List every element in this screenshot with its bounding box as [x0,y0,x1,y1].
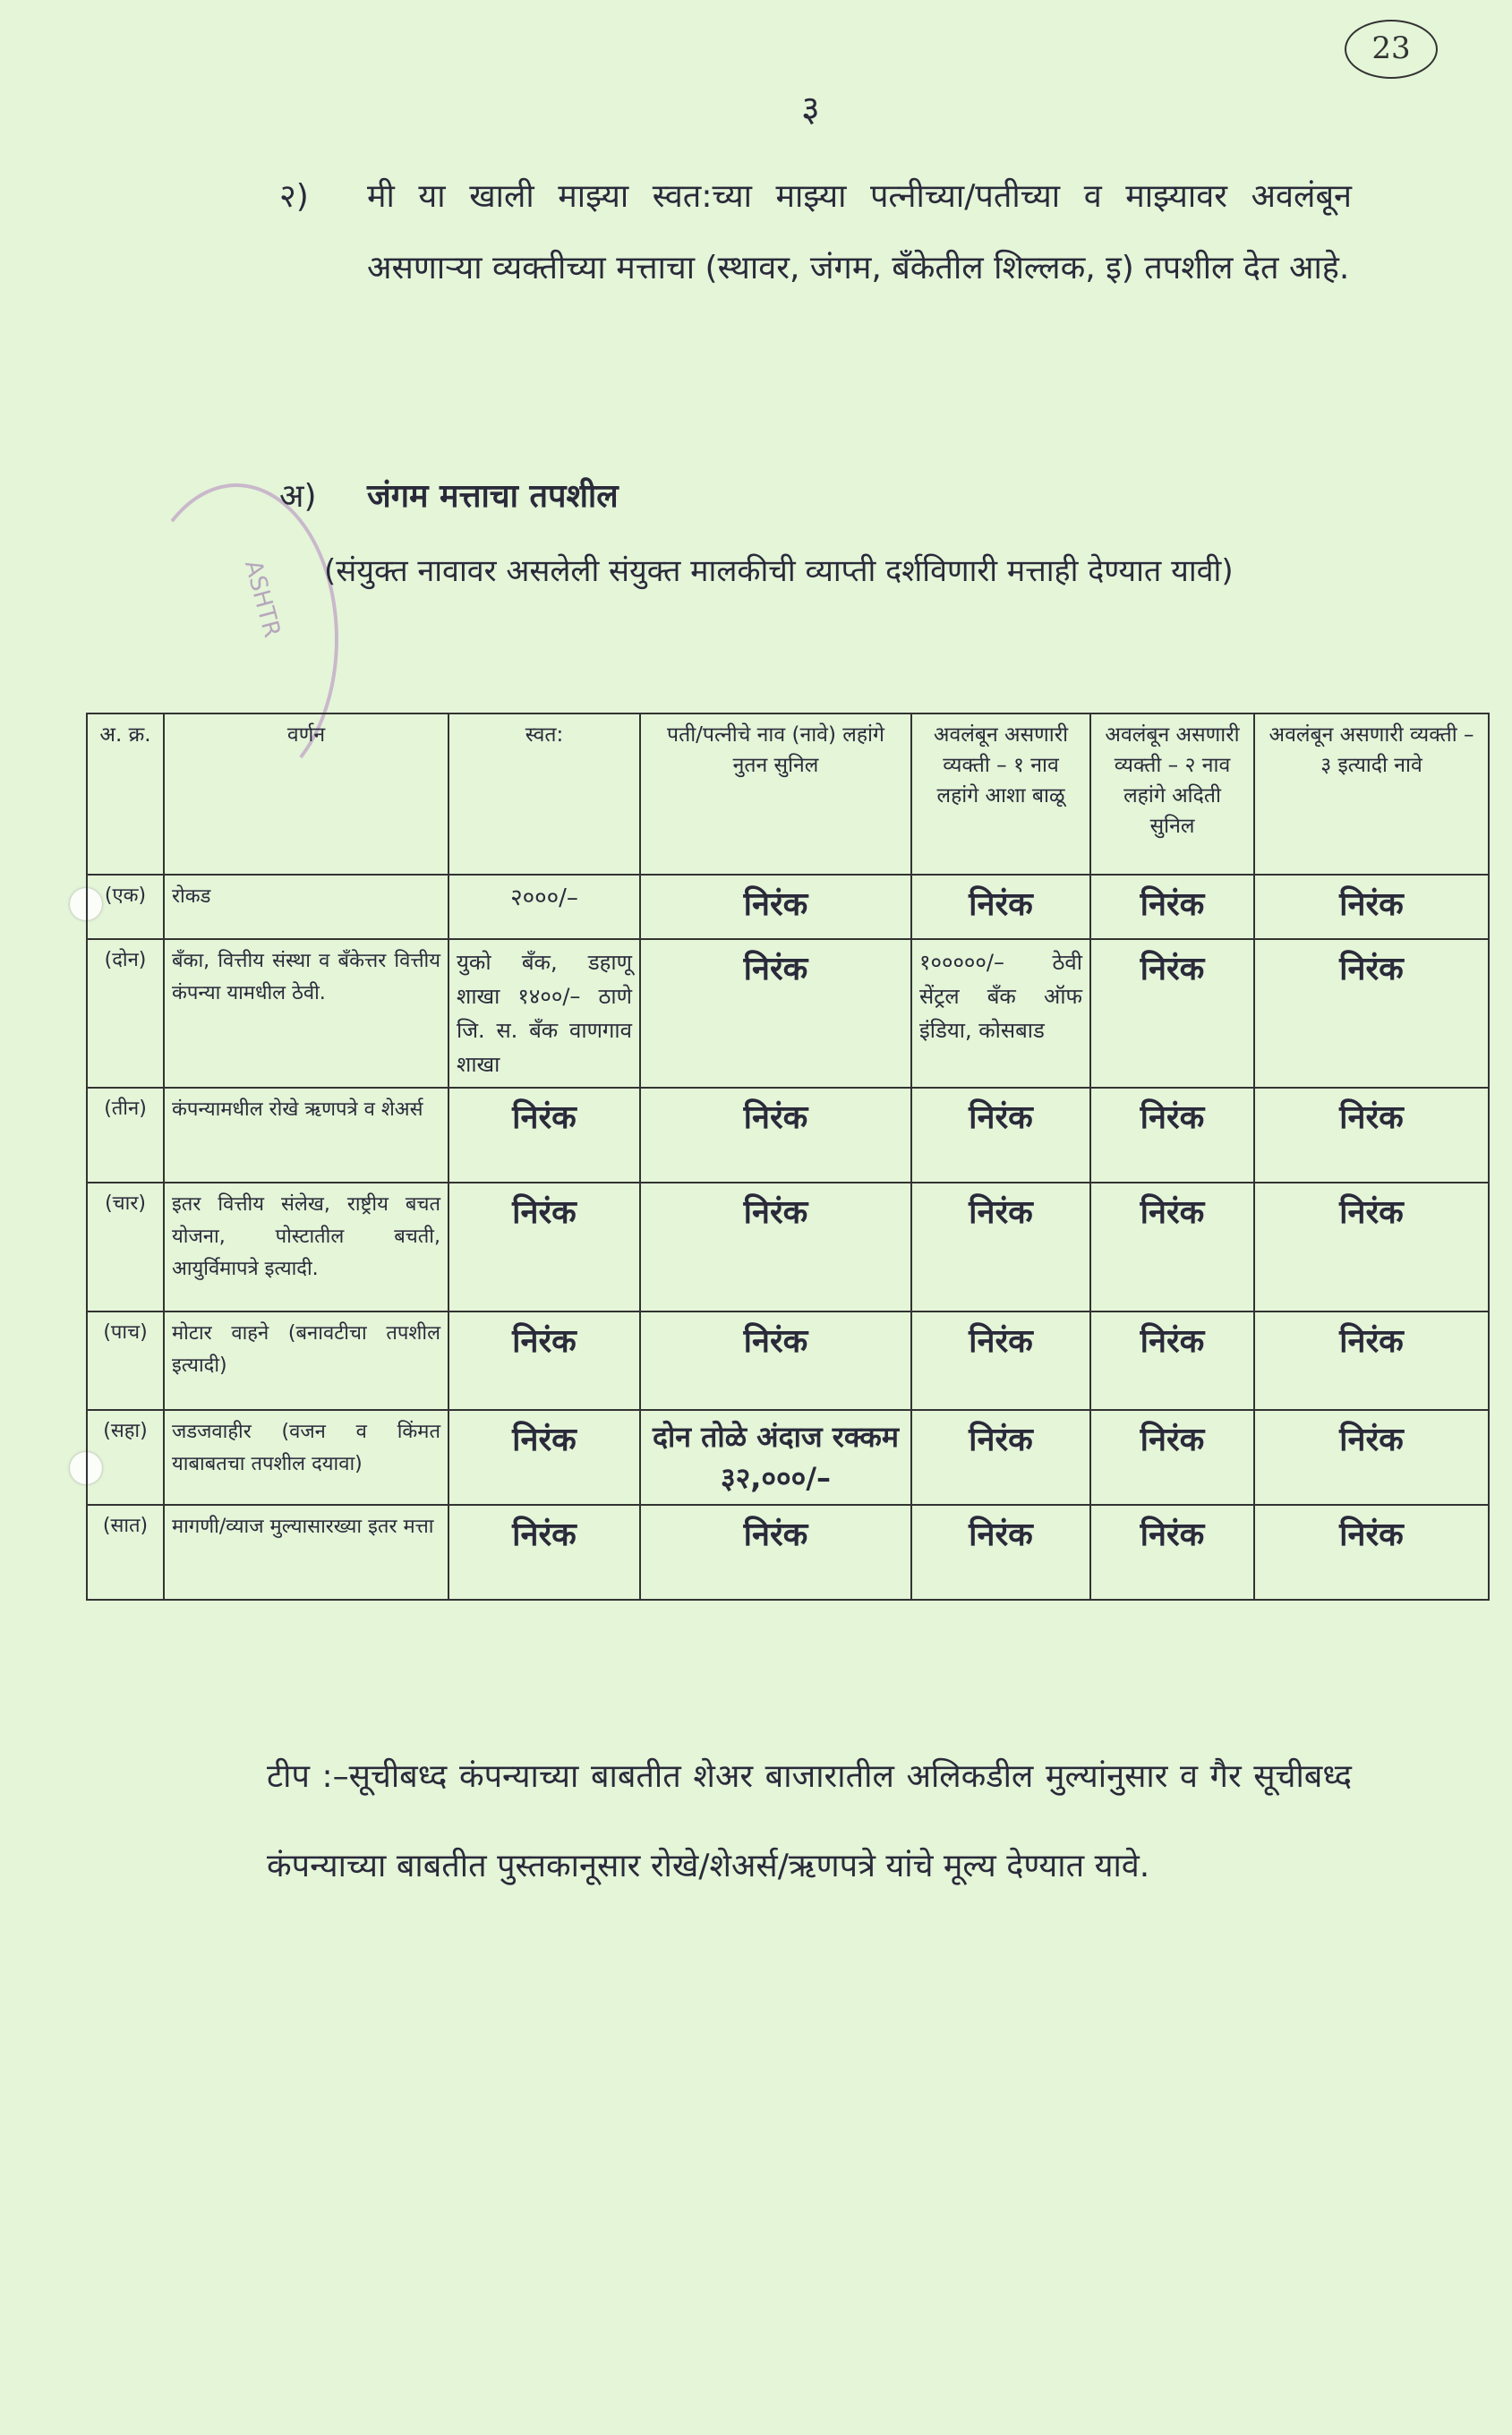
cell-dependent-1: निरंक [911,1505,1090,1600]
cell-spouse: निरंक [640,875,911,939]
cell-dependent-3: निरंक [1254,1505,1489,1600]
para-number: २) [279,178,309,215]
cell-self: निरंक [448,1088,640,1183]
header-dependent-1: अवलंबून असणारी व्यक्ती – १ नाव लहांगे आशा बाळू [911,713,1090,875]
footnote: टीप :–सूचीबध्द कंपन्याच्या बाबतीत शेअर बाजारातील अलिकडील मुल्यांनुसार व गैर सूचीबध्द कंपन्याच्या बाबतीत पुस्तकानूसार रोखे/शेअर्स/ऋणपत्रे यांचे मूल्य देण्यात यावे. [267,1758,1352,1884]
row-description: मोटार वाहने (बनावटीचा तपशील इत्यादी) [164,1311,448,1410]
section-subheading: (संयुक्त नावावर असलेली संयुक्त मालकीची व्याप्ती दर्शविणारी मत्ताही देण्यात यावी) [324,553,1234,589]
cell-dependent-3: निरंक [1254,1311,1489,1410]
cell-dependent-2: निरंक [1090,1088,1254,1183]
cell-dependent-2: निरंक [1090,875,1254,939]
page-number: ३ [801,89,820,130]
row-description: मागणी/व्याज मुल्यासारख्या इतर मत्ता [164,1505,448,1600]
cell-dependent-3: निरंक [1254,875,1489,939]
movable-assets-table [86,713,1490,1601]
stamp-text: ASHTR [239,557,286,641]
table-header-row [87,713,1489,875]
header-description: वर्णन [164,713,448,875]
cell-spouse: निरंक [640,1505,911,1600]
cell-self: निरंक [448,1505,640,1600]
row-number: (तीन) [87,1088,164,1183]
table-row [87,1505,1489,1600]
cell-spouse: निरंक [640,1088,911,1183]
row-description: रोकड [164,875,448,939]
cell-self: निरंक [448,1410,640,1505]
cell-spouse: निरंक [640,1311,911,1410]
header-spouse: पती/पत्नीचे नाव (नावे) लहांगे नुतन सुनिल [640,713,911,875]
row-number: (दोन) [87,939,164,1088]
header-dependent-3: अवलंबून असणारी व्यक्ती – ३ इत्यादी नावे [1254,713,1489,875]
row-number: (सात) [87,1505,164,1600]
cell-self: निरंक [448,1311,640,1410]
table-row [87,1088,1489,1183]
table-row [87,1410,1489,1505]
section-number: अ) [279,478,317,515]
row-number: (एक) [87,875,164,939]
cell-self: युको बँक, डहाणू शाखा १४००/– ठाणे जि. स. बँक वाणगाव शाखा [448,939,640,1088]
cell-dependent-1: १०००००/– ठेवी सेंट्रल बँक ऑफ इंडिया, कोसबाड [911,939,1090,1088]
cell-dependent-1: निरंक [911,1410,1090,1505]
cell-self: २०००/– [448,875,640,939]
cell-spouse: निरंक [640,1183,911,1311]
header-self: स्वत: [448,713,640,875]
cell-dependent-1: निरंक [911,875,1090,939]
cell-dependent-2: निरंक [1090,1311,1254,1410]
cell-spouse: निरंक [640,939,911,1088]
cell-dependent-1: निरंक [911,1311,1090,1410]
cell-dependent-3: निरंक [1254,939,1489,1088]
cell-spouse: दोन तोळे अंदाज रक्कम ३२,०००/– [640,1410,911,1505]
cell-dependent-2: निरंक [1090,939,1254,1088]
cell-dependent-3: निरंक [1254,1410,1489,1505]
table-row [87,939,1489,1088]
cell-dependent-2: निरंक [1090,1410,1254,1505]
table-row [87,875,1489,939]
section-heading: जंगम मत्ताचा तपशील [367,478,619,515]
row-number: (सहा) [87,1410,164,1505]
cell-dependent-1: निरंक [911,1088,1090,1183]
header-dependent-2: अवलंबून असणारी व्यक्ती – २ नाव लहांगे अदिती सुनिल [1090,713,1254,875]
cell-dependent-2: निरंक [1090,1183,1254,1311]
row-number: (चार) [87,1183,164,1311]
table-row [87,1183,1489,1311]
row-description: कंपन्यामधील रोखे ऋणपत्रे व शेअर्स [164,1088,448,1183]
header-serial: अ. क्र. [87,713,164,875]
cell-dependent-3: निरंक [1254,1088,1489,1183]
row-description: बँका, वित्तीय संस्था व बँकेत्तर वित्तीय कंपन्या यामधील ठेवी. [164,939,448,1088]
row-description: जडजवाहीर (वजन व किंमत याबाबतचा तपशील दयावा) [164,1410,448,1505]
declaration-paragraph: मी या खाली माझ्या स्वत:च्या माझ्या पत्नीच्या/पतीच्या व माझ्यावर अवलंबून असणाऱ्या व्यक्तीच्या मत्ताचा (स्थावर, जंगम, बँकेतील शिल्लक, इ) तपशील देत आहे. [367,178,1352,286]
cell-dependent-1: निरंक [911,1183,1090,1311]
cell-dependent-2: निरंक [1090,1505,1254,1600]
row-description: इतर वित्तीय संलेख, राष्ट्रीय बचत योजना, पोस्टातील बचती, आयुर्विमापत्रे इत्यादी. [164,1183,448,1311]
file-mark: 23 [1345,20,1438,79]
row-number: (पाच) [87,1311,164,1410]
cell-dependent-3: निरंक [1254,1183,1489,1311]
table-row [87,1311,1489,1410]
cell-self: निरंक [448,1183,640,1311]
